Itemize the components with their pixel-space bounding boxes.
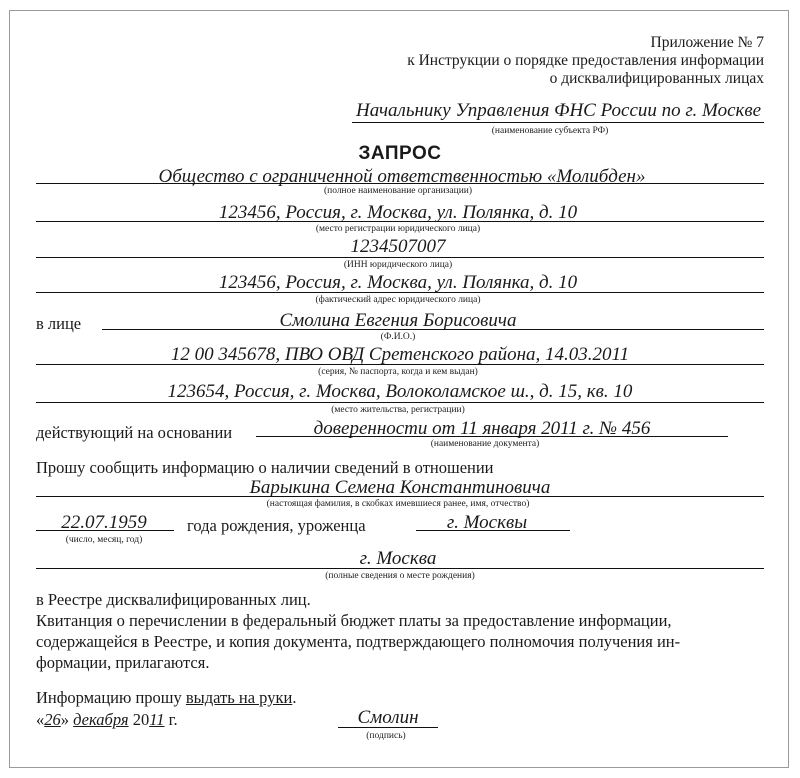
birthplace-line [36, 568, 764, 569]
date-quote-open: « [36, 710, 45, 729]
organization-value: Общество с ограниченной ответственностью «Молибден» [158, 166, 646, 187]
page-title: ЗАПРОС [358, 143, 442, 164]
subject-name-caption: (настоящая фамилия, в скобках имевшиеся ранее, имя, отчество) [266, 499, 530, 509]
person-caption: (Ф.И.О.) [380, 332, 416, 342]
date-line [36, 710, 178, 730]
inn-value: 1234507007 [350, 236, 446, 257]
person-label: в лице [36, 314, 82, 333]
passport-value: 12 00 345678, ПВО ОВД Сретенского района, 14.03.2011 [170, 344, 630, 365]
person-value: Смолина Евгения Борисовича [279, 310, 517, 331]
basis-value: доверенности от 11 января 2011 г. № 456 [313, 418, 651, 439]
passport-line [36, 364, 764, 365]
basis-caption: (наименование документа) [430, 439, 540, 449]
request-text: Прошу сообщить информацию о наличии сведений в отношении [36, 458, 494, 477]
appendix-number: Приложение № 7 [650, 34, 764, 51]
appendix-line-1: к Инструкции о порядке предоставления информации [407, 52, 764, 69]
delivery-suffix: . [292, 688, 297, 707]
birth-city-line [416, 530, 570, 531]
recipient-caption: (наименование субъекта РФ) [491, 126, 609, 136]
date-year-suffix: 11 [149, 710, 165, 729]
inn-caption: (ИНН юридического лица) [343, 260, 453, 270]
receipt-line-2: содержащейся в Реестре, и копия документа, подтверждающего полномочия получения ин- [36, 632, 681, 651]
recipient-line [352, 122, 764, 123]
birth-city-value: г. Москвы [446, 512, 528, 533]
subject-name-value: Барыкина Семена Константиновича [249, 477, 551, 498]
actual-address-value: 123456, Россия, г. Москва, ул. Полянка, д. 10 [218, 272, 578, 293]
birthplace-value: г. Москва [359, 548, 437, 569]
legal-address-caption: (место регистрации юридического лица) [315, 224, 481, 234]
signature-value: Смолин [357, 707, 419, 728]
signature-line [338, 727, 438, 728]
date-day: 26 [44, 710, 61, 729]
receipt-line-3: формации, прилагаются. [36, 653, 210, 672]
delivery-prefix: Информацию прошу [36, 688, 186, 707]
subject-name-line [36, 496, 764, 497]
residence-line [36, 402, 764, 403]
receipt-line-1: Квитанция о перечислении в федеральный бюджет платы за предоставление информации, [36, 611, 672, 630]
residence-caption: (место жительства, регистрации) [331, 405, 465, 415]
legal-address-line [36, 221, 764, 222]
residence-value: 123654, Россия, г. Москва, Волоколамское ш., д. 15, кв. 10 [167, 381, 633, 402]
actual-address-caption: (фактический адрес юридического лица) [315, 295, 481, 305]
date-year-abbr: г. [168, 710, 178, 729]
organization-caption: (полное наименование организации) [323, 186, 473, 196]
person-line [102, 329, 764, 330]
legal-address-value: 123456, Россия, г. Москва, ул. Полянка, д. 10 [218, 202, 578, 223]
passport-caption: (серия, № паспорта, когда и кем выдан) [318, 367, 478, 377]
birth-year-text: года рождения, уроженца [187, 516, 366, 535]
date-month: декабря [73, 710, 129, 729]
signature-caption: (подпись) [366, 731, 406, 741]
date-year-prefix: 20 [132, 710, 150, 729]
recipient-value: Начальнику Управления ФНС России по г. Москве [356, 100, 762, 121]
birth-date-value: 22.07.1959 [61, 512, 147, 533]
date-quote-close: » [60, 710, 69, 729]
basis-line [256, 436, 728, 437]
basis-label: действующий на основании [36, 423, 233, 442]
birth-date-line [36, 530, 174, 531]
registry-line: в Реестре дисквалифицированных лиц. [36, 590, 311, 609]
actual-address-line [36, 292, 764, 293]
appendix-header [407, 34, 764, 88]
inn-line [36, 257, 764, 258]
organization-line [36, 183, 764, 184]
delivery-line [36, 688, 296, 708]
birth-date-caption: (число, месяц, год) [65, 535, 143, 545]
delivery-method: выдать на руки [185, 688, 293, 707]
birthplace-caption: (полные сведения о месте рождения) [325, 571, 475, 581]
appendix-line-2: о дисквалифицированных лицах [549, 70, 764, 87]
